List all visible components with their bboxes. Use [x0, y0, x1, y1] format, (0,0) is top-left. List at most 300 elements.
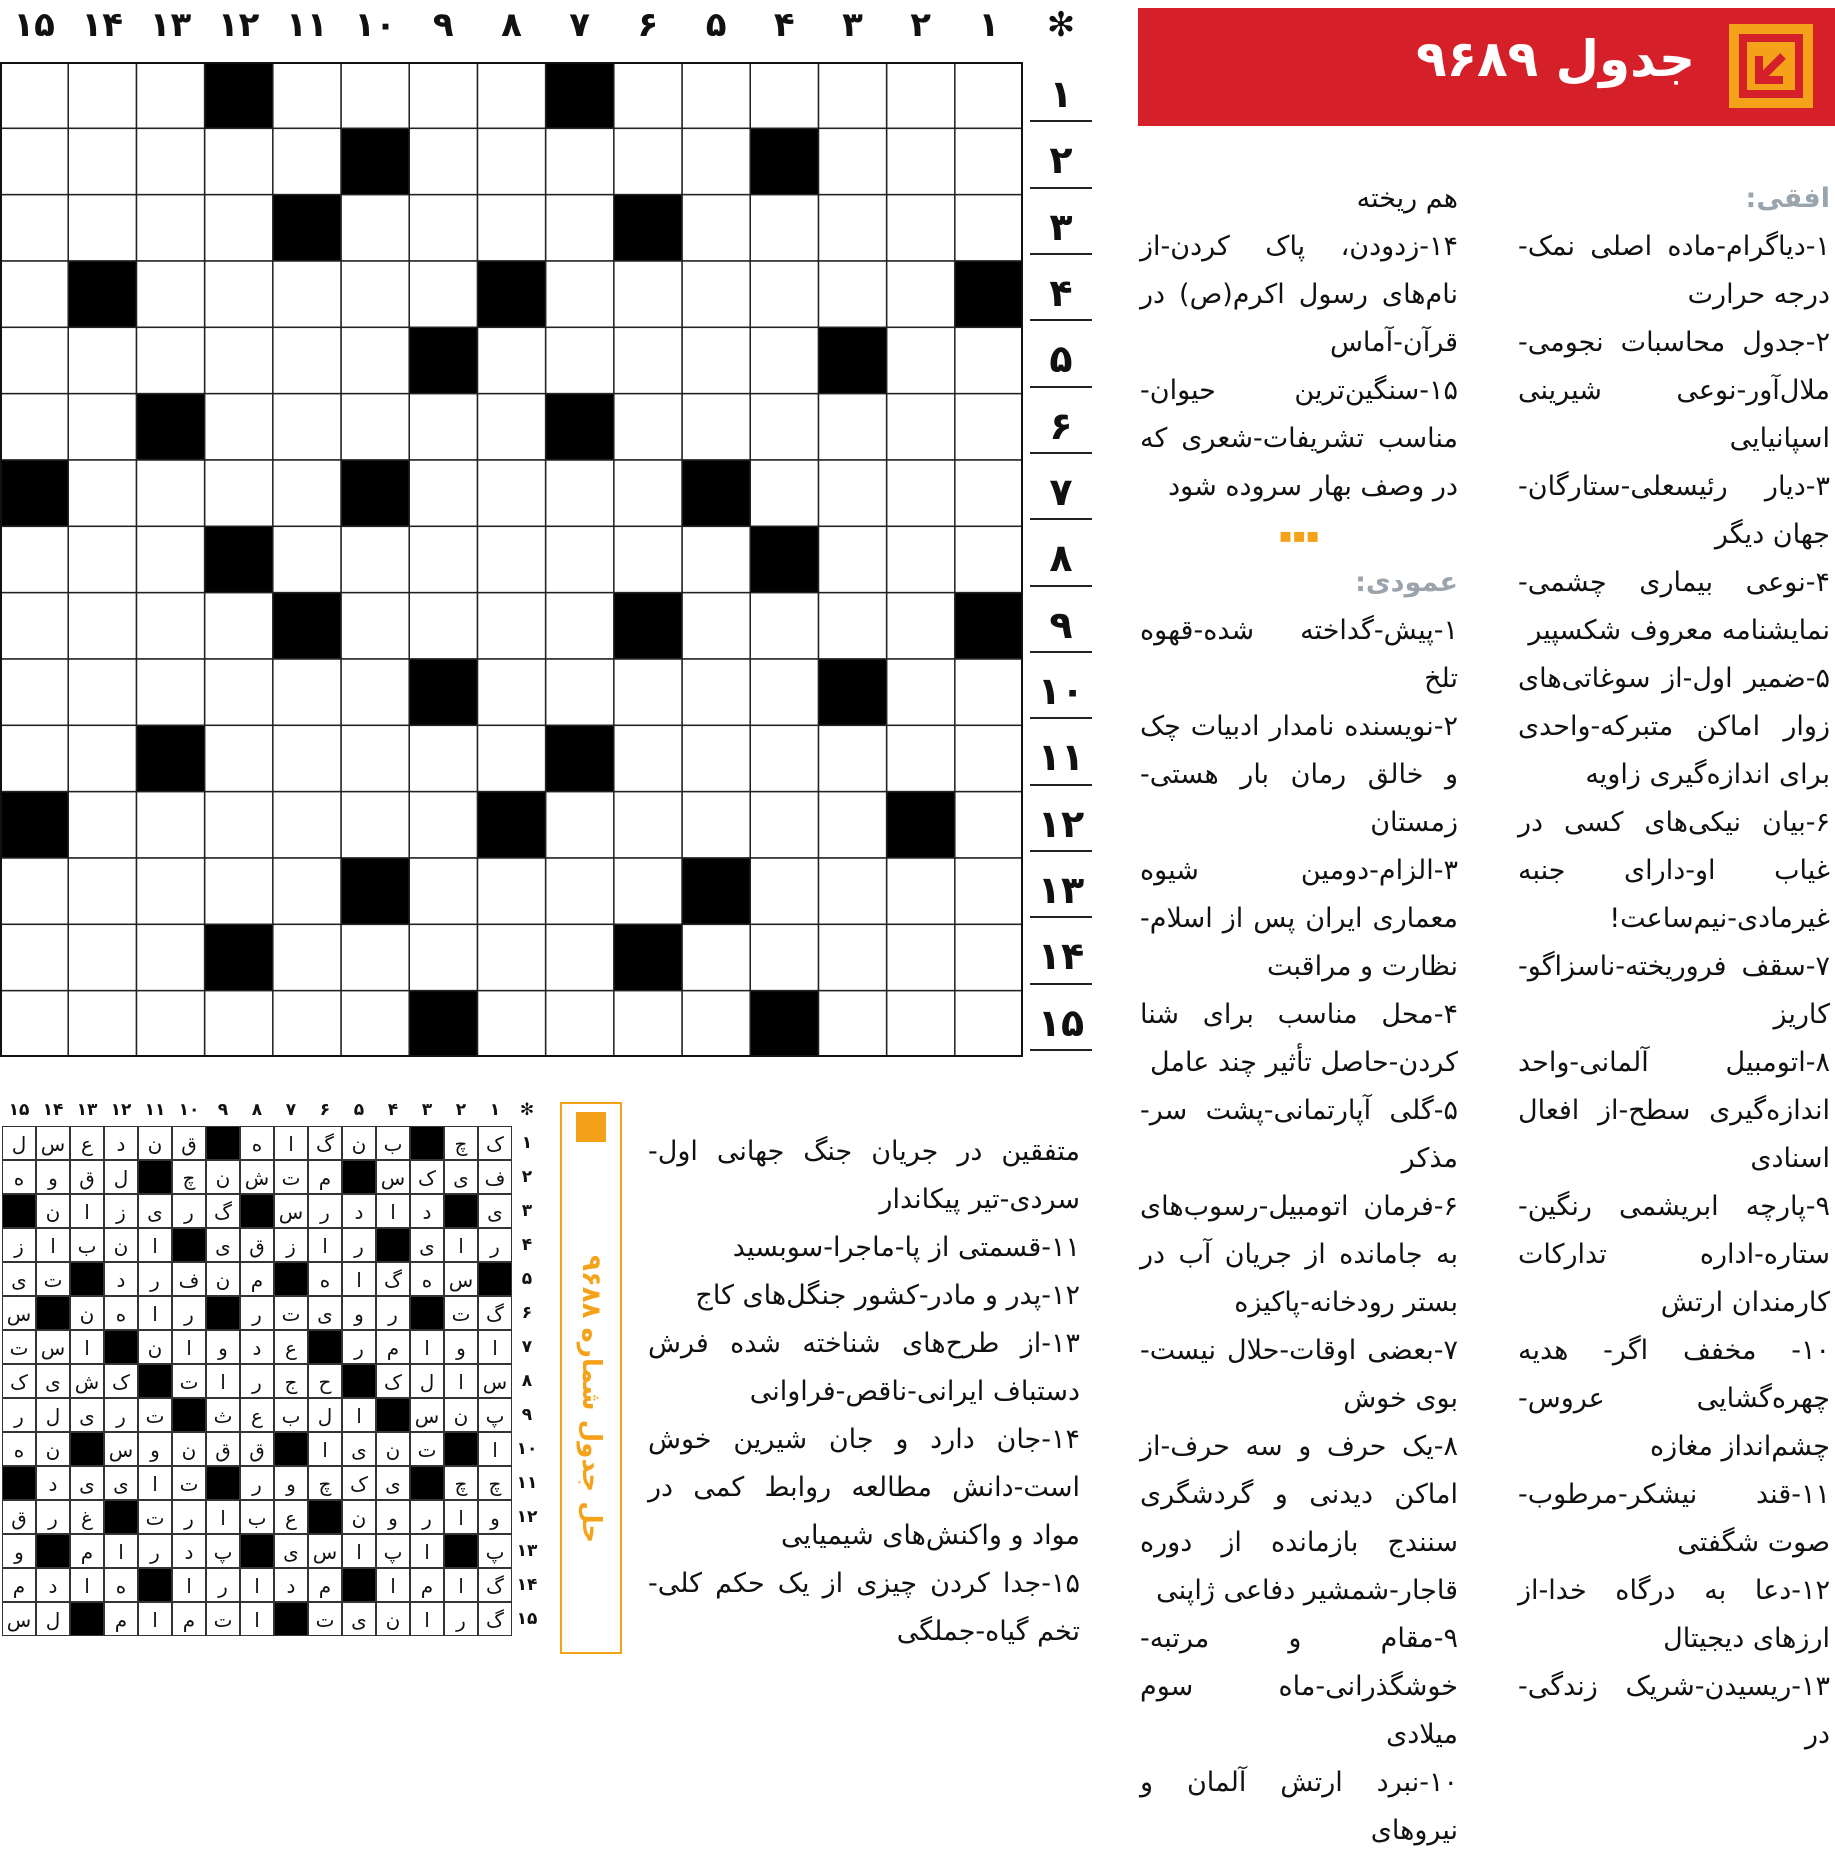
grid-cell[interactable]: [341, 725, 409, 791]
solution-cell: پ: [478, 1398, 512, 1432]
grid-cell[interactable]: [0, 858, 68, 924]
solution-cell: ا: [376, 1194, 410, 1228]
grid-cell[interactable]: [0, 526, 68, 592]
row-label: ۱۳: [1030, 864, 1092, 918]
row-label: ۳: [1030, 201, 1092, 255]
grid-cell[interactable]: [750, 659, 818, 725]
horizontal-clue: ۴-نوعی بیماری چشمی-نمایشنامه معروف شکسپیر: [1518, 567, 1830, 646]
horizontal-clue: ۱۰- مخفف اگر- هدیه چهره‌گشایی عروس-چشم‌انداز مغازه: [1518, 1335, 1830, 1462]
solution-cell: ا: [138, 1602, 172, 1636]
grid-black-cell: [205, 62, 273, 128]
solution-black-cell: [104, 1330, 138, 1364]
grid-cell[interactable]: [682, 62, 750, 128]
grid-cell[interactable]: [0, 659, 68, 725]
grid-cell[interactable]: [887, 659, 955, 725]
grid-black-cell: [409, 991, 477, 1057]
grid-cell[interactable]: [614, 261, 682, 327]
solution-black-cell: [274, 1602, 308, 1636]
grid-cell[interactable]: [955, 195, 1023, 261]
solution-cell: ی: [478, 1194, 512, 1228]
solution-cell: ا: [410, 1534, 444, 1568]
small-logo-icon: [576, 1112, 606, 1142]
solution-cell: ع: [274, 1500, 308, 1534]
grid-cell[interactable]: [477, 327, 545, 393]
solution-cell: ب: [376, 1126, 410, 1160]
grid-cell[interactable]: [273, 394, 341, 460]
grid-cell[interactable]: [955, 327, 1023, 393]
grid-cell[interactable]: [477, 858, 545, 924]
grid-cell[interactable]: [955, 394, 1023, 460]
grid-cell[interactable]: [68, 394, 136, 460]
grid-cell[interactable]: [273, 924, 341, 990]
grid-cell[interactable]: [614, 792, 682, 858]
grid-cell[interactable]: [614, 725, 682, 791]
horizontal-clue: ۷-سقف فروریخته-ناسزاگو-کاریز: [1518, 951, 1830, 1030]
grid-cell[interactable]: [409, 261, 477, 327]
grid-cell[interactable]: [205, 195, 273, 261]
grid-cell[interactable]: [818, 261, 886, 327]
solution-row-label: ۱۱: [516, 1473, 538, 1493]
grid-cell[interactable]: [205, 460, 273, 526]
grid-cell[interactable]: [0, 62, 68, 128]
solution-black-cell: [240, 1194, 274, 1228]
grid-cell[interactable]: [614, 394, 682, 460]
grid-cell[interactable]: [546, 924, 614, 990]
grid-cell[interactable]: [477, 62, 545, 128]
grid-cell[interactable]: [818, 460, 886, 526]
grid-cell[interactable]: [205, 725, 273, 791]
solution-cell: ن: [138, 1330, 172, 1364]
solution-cell: و: [444, 1330, 478, 1364]
grid-cell[interactable]: [750, 394, 818, 460]
solution-cell: س: [478, 1364, 512, 1398]
solution-cell: ل: [104, 1160, 138, 1194]
grid-cell[interactable]: [682, 792, 750, 858]
grid-cell[interactable]: [546, 526, 614, 592]
solution-cell: ا: [206, 1500, 240, 1534]
solution-black-cell: [410, 1296, 444, 1330]
grid-cell[interactable]: [136, 128, 204, 194]
grid-cell[interactable]: [136, 991, 204, 1057]
grid-cell[interactable]: [682, 991, 750, 1057]
solution-cell: ا: [138, 1466, 172, 1500]
grid-cell[interactable]: [614, 659, 682, 725]
column-label: ۱۳: [149, 5, 192, 45]
grid-cell[interactable]: [68, 526, 136, 592]
solution-cell: ا: [104, 1534, 138, 1568]
grid-cell[interactable]: [614, 327, 682, 393]
grid-cell[interactable]: [750, 327, 818, 393]
solution-cell: گ: [308, 1126, 342, 1160]
grid-cell[interactable]: [546, 327, 614, 393]
solution-cell: ک: [2, 1364, 36, 1398]
grid-cell[interactable]: [68, 128, 136, 194]
grid-cell[interactable]: [477, 659, 545, 725]
grid-cell[interactable]: [682, 128, 750, 194]
grid-cell[interactable]: [955, 659, 1023, 725]
grid-cell[interactable]: [887, 526, 955, 592]
solution-cell: ن: [172, 1432, 206, 1466]
grid-cell[interactable]: [409, 394, 477, 460]
horizontal-clue: ۱۳-ریسیدن-شریک زندگی-در: [1518, 1671, 1830, 1750]
grid-cell[interactable]: [614, 62, 682, 128]
grid-cell[interactable]: [136, 460, 204, 526]
horizontal-clue: هم ریخته: [1356, 183, 1458, 214]
grid-cell[interactable]: [341, 62, 409, 128]
grid-cell[interactable]: [750, 261, 818, 327]
grid-cell[interactable]: [68, 858, 136, 924]
grid-black-cell: [614, 195, 682, 261]
grid-cell[interactable]: [0, 327, 68, 393]
row-label: ۶: [1030, 400, 1092, 454]
grid-cell[interactable]: [887, 460, 955, 526]
grid-cell[interactable]: [136, 792, 204, 858]
crossword-grid[interactable]: [0, 62, 1023, 1057]
grid-cell[interactable]: [409, 924, 477, 990]
solution-black-cell: [444, 1432, 478, 1466]
solution-black-cell: [342, 1364, 376, 1398]
grid-cell[interactable]: [0, 991, 68, 1057]
solution-black-cell: [172, 1228, 206, 1262]
grid-cell[interactable]: [205, 991, 273, 1057]
grid-cell[interactable]: [818, 394, 886, 460]
grid-cell[interactable]: [546, 593, 614, 659]
grid-cell[interactable]: [273, 659, 341, 725]
solution-black-cell: [376, 1228, 410, 1262]
grid-cell[interactable]: [409, 593, 477, 659]
grid-cell[interactable]: [682, 659, 750, 725]
solution-black-cell: [376, 1398, 410, 1432]
solution-column-label: ۱۰: [178, 1100, 200, 1120]
grid-cell[interactable]: [818, 725, 886, 791]
solution-cell: ر: [206, 1568, 240, 1602]
grid-cell[interactable]: [955, 128, 1023, 194]
grid-cell[interactable]: [0, 128, 68, 194]
grid-cell[interactable]: [546, 195, 614, 261]
grid-black-cell: [409, 327, 477, 393]
grid-cell[interactable]: [682, 394, 750, 460]
grid-cell[interactable]: [614, 991, 682, 1057]
grid-cell[interactable]: [273, 460, 341, 526]
grid-cell[interactable]: [614, 460, 682, 526]
grid-cell[interactable]: [750, 858, 818, 924]
grid-cell[interactable]: [955, 62, 1023, 128]
grid-cell[interactable]: [682, 261, 750, 327]
grid-cell[interactable]: [273, 62, 341, 128]
solution-cell: م: [104, 1602, 138, 1636]
solution-cell: ر: [240, 1364, 274, 1398]
grid-cell[interactable]: [818, 128, 886, 194]
grid-cell[interactable]: [546, 261, 614, 327]
grid-black-cell: [887, 792, 955, 858]
solution-cell: ز: [274, 1228, 308, 1262]
grid-cell[interactable]: [682, 593, 750, 659]
grid-cell[interactable]: [409, 858, 477, 924]
grid-black-cell: [614, 593, 682, 659]
solution-cell: د: [240, 1330, 274, 1364]
grid-cell[interactable]: [68, 991, 136, 1057]
solution-cell: ا: [376, 1568, 410, 1602]
grid-cell[interactable]: [818, 62, 886, 128]
solution-cell: ی: [342, 1602, 376, 1636]
horizontal-heading: افقی:: [1745, 183, 1830, 214]
grid-cell[interactable]: [68, 924, 136, 990]
grid-cell[interactable]: [205, 128, 273, 194]
solution-column-label: ۷: [285, 1100, 297, 1120]
solution-column-label: ۱۱: [144, 1100, 166, 1120]
grid-cell[interactable]: [273, 991, 341, 1057]
grid-cell[interactable]: [136, 62, 204, 128]
grid-cell[interactable]: [409, 460, 477, 526]
grid-cell[interactable]: [546, 460, 614, 526]
grid-cell[interactable]: [273, 128, 341, 194]
grid-cell[interactable]: [0, 593, 68, 659]
solution-cell: ق: [2, 1500, 36, 1534]
solution-cell: ل: [410, 1364, 444, 1398]
grid-cell[interactable]: [682, 924, 750, 990]
solution-cell: ت: [444, 1296, 478, 1330]
grid-black-cell: [477, 261, 545, 327]
solution-cell: ک: [104, 1364, 138, 1398]
solution-cell: ف: [172, 1262, 206, 1296]
grid-cell[interactable]: [477, 593, 545, 659]
grid-cell[interactable]: [546, 991, 614, 1057]
grid-cell[interactable]: [887, 991, 955, 1057]
solution-cell: ر: [308, 1194, 342, 1228]
grid-black-cell: [477, 792, 545, 858]
grid-cell[interactable]: [409, 792, 477, 858]
grid-cell[interactable]: [341, 991, 409, 1057]
grid-cell[interactable]: [818, 195, 886, 261]
grid-cell[interactable]: [818, 924, 886, 990]
solution-cell: ق: [70, 1160, 104, 1194]
grid-cell[interactable]: [614, 526, 682, 592]
vertical-clue: ۴-محل مناسب برای شنا کردن-حاصل تأثیر چند عامل: [1140, 999, 1458, 1078]
grid-cell[interactable]: [887, 858, 955, 924]
grid-cell[interactable]: [477, 195, 545, 261]
grid-cell[interactable]: [887, 195, 955, 261]
grid-cell[interactable]: [682, 195, 750, 261]
grid-black-cell: [955, 261, 1023, 327]
grid-cell[interactable]: [818, 593, 886, 659]
grid-cell[interactable]: [136, 526, 204, 592]
grid-cell[interactable]: [750, 593, 818, 659]
solution-row-label: ۱۰: [516, 1439, 538, 1459]
grid-cell[interactable]: [409, 195, 477, 261]
solution-row-label: ۱: [521, 1133, 533, 1153]
grid-black-cell: [546, 725, 614, 791]
solution-cell: و: [376, 1500, 410, 1534]
solution-cell: م: [308, 1160, 342, 1194]
grid-cell[interactable]: [205, 858, 273, 924]
grid-cell[interactable]: [887, 593, 955, 659]
grid-cell[interactable]: [818, 792, 886, 858]
grid-cell[interactable]: [887, 394, 955, 460]
grid-cell[interactable]: [205, 261, 273, 327]
grid-cell[interactable]: [205, 593, 273, 659]
grid-cell[interactable]: [750, 62, 818, 128]
grid-cell[interactable]: [955, 460, 1023, 526]
grid-cell[interactable]: [477, 991, 545, 1057]
solution-label-box: [560, 1102, 622, 1654]
grid-cell[interactable]: [477, 460, 545, 526]
grid-cell[interactable]: [341, 394, 409, 460]
grid-cell[interactable]: [818, 858, 886, 924]
grid-cell[interactable]: [0, 394, 68, 460]
grid-cell[interactable]: [136, 195, 204, 261]
grid-black-cell: [205, 526, 273, 592]
solution-cell: م: [172, 1602, 206, 1636]
grid-cell[interactable]: [205, 394, 273, 460]
grid-cell[interactable]: [136, 858, 204, 924]
solution-cell: ش: [240, 1160, 274, 1194]
solution-cell: ر: [410, 1500, 444, 1534]
grid-cell[interactable]: [546, 858, 614, 924]
grid-cell[interactable]: [341, 261, 409, 327]
grid-cell[interactable]: [409, 62, 477, 128]
solution-label: حل جدول شماره ۹۶۸۸: [576, 1254, 606, 1544]
grid-cell[interactable]: [887, 62, 955, 128]
grid-cell[interactable]: [750, 792, 818, 858]
grid-cell[interactable]: [68, 792, 136, 858]
grid-cell[interactable]: [409, 128, 477, 194]
grid-cell[interactable]: [341, 593, 409, 659]
solution-cell: پ: [376, 1534, 410, 1568]
column-label: ۵: [705, 5, 727, 45]
grid-cell[interactable]: [68, 659, 136, 725]
grid-cell[interactable]: [750, 725, 818, 791]
grid-cell[interactable]: [136, 593, 204, 659]
grid-cell[interactable]: [955, 792, 1023, 858]
grid-cell[interactable]: [341, 792, 409, 858]
grid-cell[interactable]: [273, 327, 341, 393]
grid-cell[interactable]: [273, 792, 341, 858]
grid-cell[interactable]: [614, 858, 682, 924]
grid-cell[interactable]: [477, 128, 545, 194]
grid-cell[interactable]: [887, 327, 955, 393]
grid-black-cell: [750, 991, 818, 1057]
grid-black-cell: [341, 460, 409, 526]
grid-cell[interactable]: [205, 792, 273, 858]
solution-cell: ی: [308, 1296, 342, 1330]
column-label: ۲: [910, 5, 932, 45]
grid-cell[interactable]: [205, 659, 273, 725]
grid-cell[interactable]: [341, 195, 409, 261]
vertical-clue: ۱-پیش-گداخته شده-قهوه تلخ: [1140, 615, 1458, 694]
grid-cell[interactable]: [887, 261, 955, 327]
grid-cell[interactable]: [546, 792, 614, 858]
grid-cell[interactable]: [68, 327, 136, 393]
grid-cell[interactable]: [887, 128, 955, 194]
solution-cell: ن: [104, 1228, 138, 1262]
grid-cell[interactable]: [546, 659, 614, 725]
grid-cell[interactable]: [682, 725, 750, 791]
grid-cell[interactable]: [136, 261, 204, 327]
solution-cell: ن: [444, 1398, 478, 1432]
grid-cell[interactable]: [614, 128, 682, 194]
vertical-clue: ۶-فرمان اتومبیل-رسوب‌های به جامانده از جریان آب در بستر رودخانه-پاکیزه: [1140, 1191, 1458, 1318]
grid-cell[interactable]: [68, 460, 136, 526]
grid-cell[interactable]: [0, 725, 68, 791]
page-title: جدول ۹۶۸۹: [1416, 30, 1695, 88]
grid-cell[interactable]: [68, 725, 136, 791]
solution-cell: ی: [104, 1466, 138, 1500]
grid-cell[interactable]: [409, 526, 477, 592]
solution-cell: ا: [308, 1432, 342, 1466]
grid-cell[interactable]: [341, 526, 409, 592]
grid-cell[interactable]: [341, 659, 409, 725]
solution-cell: ق: [206, 1432, 240, 1466]
grid-cell[interactable]: [68, 62, 136, 128]
grid-cell[interactable]: [136, 924, 204, 990]
grid-cell[interactable]: [750, 195, 818, 261]
grid-cell[interactable]: [887, 725, 955, 791]
grid-cell[interactable]: [955, 858, 1023, 924]
grid-cell[interactable]: [818, 991, 886, 1057]
column-label: ۱۵: [13, 5, 55, 45]
solution-cell: ا: [444, 1568, 478, 1602]
grid-cell[interactable]: [68, 195, 136, 261]
grid-cell[interactable]: [0, 261, 68, 327]
grid-cell[interactable]: [750, 924, 818, 990]
solution-cell: ه: [410, 1262, 444, 1296]
grid-cell[interactable]: [136, 327, 204, 393]
grid-cell[interactable]: [136, 659, 204, 725]
solution-cell: ق: [172, 1126, 206, 1160]
grid-cell[interactable]: [477, 924, 545, 990]
solution-cell: چ: [444, 1466, 478, 1500]
grid-cell[interactable]: [273, 725, 341, 791]
grid-cell[interactable]: [205, 327, 273, 393]
solution-cell: ا: [342, 1534, 376, 1568]
grid-cell[interactable]: [341, 327, 409, 393]
solution-cell: ک: [342, 1466, 376, 1500]
solution-column-label: ۱۳: [76, 1100, 98, 1120]
solution-black-cell: [138, 1364, 172, 1398]
grid-cell[interactable]: [0, 195, 68, 261]
grid-cell[interactable]: [887, 924, 955, 990]
grid-cell[interactable]: [955, 725, 1023, 791]
solution-black-cell: [206, 1466, 240, 1500]
grid-cell[interactable]: [955, 991, 1023, 1057]
solution-black-cell: [70, 1602, 104, 1636]
solution-cell: ت: [138, 1500, 172, 1534]
solution-cell: ن: [138, 1126, 172, 1160]
grid-cell[interactable]: [750, 460, 818, 526]
grid-cell[interactable]: [682, 526, 750, 592]
grid-cell[interactable]: [0, 924, 68, 990]
grid-black-cell: [546, 62, 614, 128]
grid-cell[interactable]: [273, 526, 341, 592]
grid-cell[interactable]: [955, 526, 1023, 592]
grid-cell[interactable]: [955, 924, 1023, 990]
crossword-grid-svg[interactable]: [0, 62, 1023, 1057]
grid-cell[interactable]: [682, 327, 750, 393]
grid-cell[interactable]: [477, 526, 545, 592]
solution-cell: س: [104, 1432, 138, 1466]
solution-cell: ر: [240, 1466, 274, 1500]
grid-cell[interactable]: [341, 924, 409, 990]
grid-cell[interactable]: [409, 725, 477, 791]
grid-cell[interactable]: [477, 394, 545, 460]
grid-cell[interactable]: [273, 858, 341, 924]
grid-cell[interactable]: [68, 593, 136, 659]
grid-cell[interactable]: [546, 128, 614, 194]
grid-cell[interactable]: [477, 725, 545, 791]
grid-cell[interactable]: [273, 261, 341, 327]
column-label: ۴: [773, 5, 795, 45]
grid-cell[interactable]: [818, 526, 886, 592]
